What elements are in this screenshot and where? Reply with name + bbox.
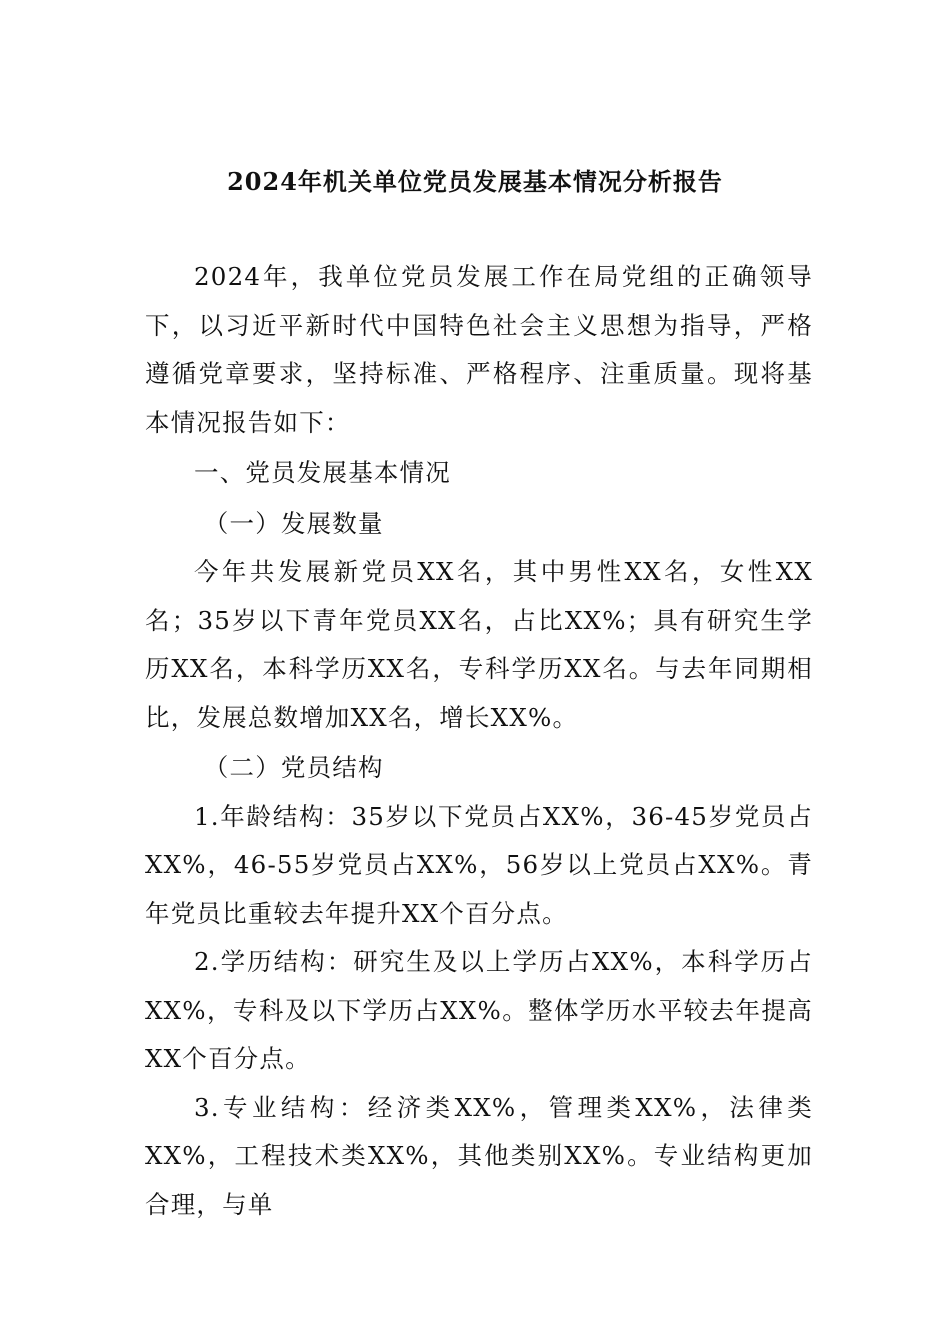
document-title: 2024年机关单位党员发展基本情况分析报告 xyxy=(227,167,723,196)
development-quantity-paragraph: 今年共发展新党员XX名，其中男性XX名，女性XX名；35岁以下青年党员XX名，占比XX%；具有研究生学历XX名，本科学历XX名，专科学历XX名。与去年同期相比，发展总数增加XX名，增长XX%。 xyxy=(145,557,813,732)
section-heading-1: 一、党员发展基本情况 xyxy=(194,458,451,487)
subsection-heading-1: （一）发展数量 xyxy=(203,508,384,538)
intro-paragraph: 2024年，我单位党员发展工作在局党组的正确领导下，以习近平新时代中国特色社会主义思想为指导，严格遵循党章要求，坚持标准、严格程序、注重质量。现将基本情况报告如下： xyxy=(145,262,813,437)
age-structure-paragraph: 1.年龄结构：35岁以下党员占XX%，36-45岁党员占XX%，46-55岁党员占XX%，56岁以上党员占XX%。青年党员比重较去年提升XX个百分点。 xyxy=(145,801,813,928)
subsection-heading-2: （二）党员结构 xyxy=(203,753,384,782)
major-structure-paragraph: 3.专业结构：经济类XX%，管理类XX%，法律类XX%，工程技术类XX%，其他类别XX%。专业结构更加合理，与单 xyxy=(145,1092,813,1219)
document-body xyxy=(145,253,813,1229)
education-structure-paragraph: 2.学历结构：研究生及以上学历占XX%，本科学历占XX%，专科及以下学历占XX%。整体学历水平较去年提高XX个百分点。 xyxy=(145,947,813,1073)
